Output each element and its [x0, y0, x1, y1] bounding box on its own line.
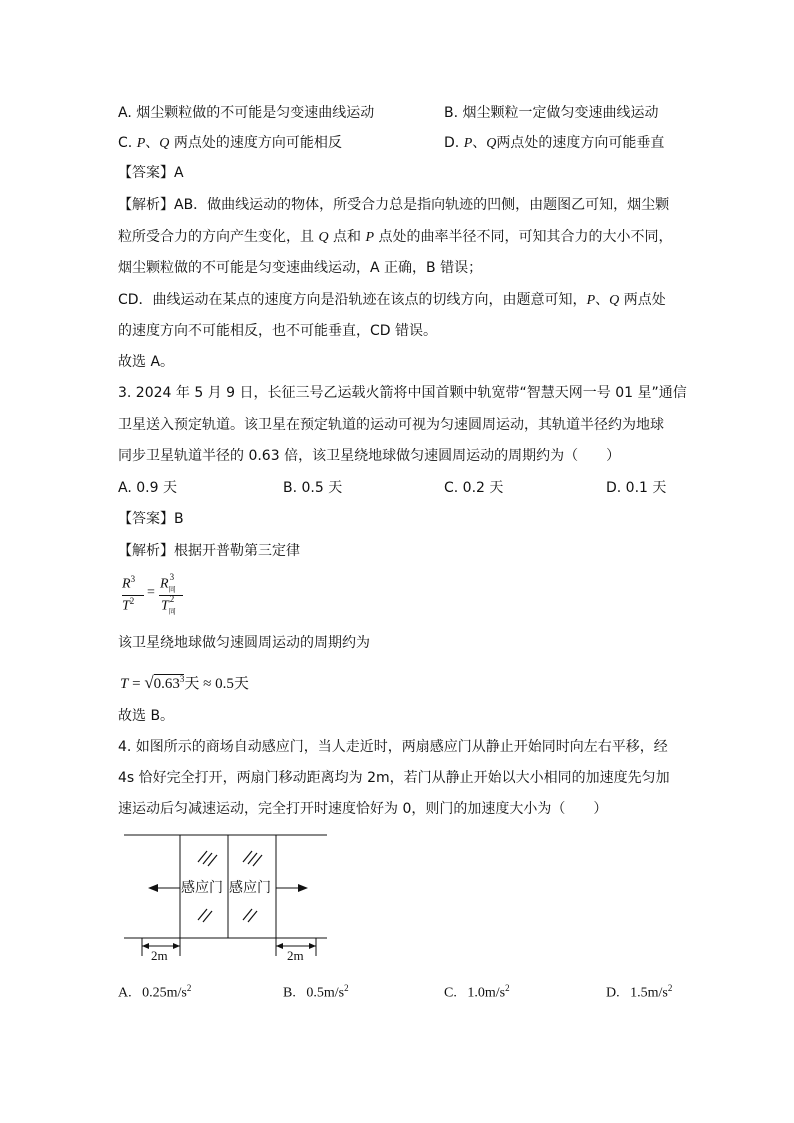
q4-option-d: D. $1.5m/s^2$ — [606, 983, 673, 1001]
q3-option-b: B. 0.5 天 — [283, 480, 343, 496]
q2-explanation-line: 粒所受合力的方向产生变化，且 Q 点和 P 点处的曲率半径不同，可知其合力的大小不同， — [118, 229, 673, 245]
q4-stem-line: 4. 如图所示的商场自动感应门，当人走近时，两扇感应门从静止开始同时向左右平移，经 — [118, 739, 668, 755]
q3-answer: 【答案】B — [118, 511, 184, 527]
q2-explanation-line: CD．曲线运动在某点的速度方向是沿轨迹在该点的切线方向，由题意可知，P、Q 两点处 — [118, 292, 666, 308]
q2-conclusion: 故选 A。 — [118, 354, 175, 370]
q4-option-c: C. $1.0m/s^2$ — [444, 983, 510, 1001]
q4-stem-line: 速运动后匀减速运动，完全打开时速度恰好为 0，则门的加速度大小为（ ） — [118, 801, 608, 817]
q3-stem-line: 3. 2024 年 5 月 9 日，长征三号乙运载火箭将中国首颗中轨宽带“智慧天网一号 01 星”通信 — [118, 385, 687, 401]
q3-explanation-line: 【解析】根据开普勒第三定律 — [118, 543, 300, 559]
dimension-left: 2m — [151, 948, 168, 963]
q3-option-c: C. 0.2 天 — [444, 480, 504, 496]
q2-option-b: B. 烟尘颗粒一定做匀变速曲线运动 — [444, 105, 659, 121]
q2-explanation-line: 【解析】AB．做曲线运动的物体，所受合力总是指向轨迹的凹侧，由题图乙可知，烟尘颗 — [118, 197, 670, 213]
q4-option-a: A. $0.25m/s^2$ — [118, 983, 192, 1001]
door-label-left: 感应门 — [181, 880, 223, 896]
q4-stem-line: 4s 恰好完全打开，两扇门移动距离均为 2m，若门从静止开始以大小相同的加速度先匀加 — [118, 770, 670, 786]
q2-explanation-line: 的速度方向不可能相反，也不可能垂直，CD 错误。 — [118, 323, 438, 339]
q3-option-a: A. 0.9 天 — [118, 480, 177, 496]
q3-explanation-line: 该卫星绕地球做匀速圆周运动的周期约为 — [118, 635, 370, 651]
q2-option-d: D. P、Q两点处的速度方向可能垂直 — [444, 135, 665, 151]
q3-stem-line: 同步卫星轨道半径的 0.63 倍，该卫星绕地球做匀速圆周运动的周期约为（ ） — [118, 448, 621, 464]
kepler-formula: $R^3$ $T^2$ = $R_同^3$ $T_同^2$ — [122, 574, 184, 618]
q2-explanation-line: 烟尘颗粒做的不可能是匀变速曲线运动，A 正确，B 错误； — [118, 260, 483, 276]
q3-stem-line: 卫星送入预定轨道。该卫星在预定轨道的运动可视为匀速圆周运动，其轨道半径约为地球 — [118, 417, 664, 433]
q3-option-d: D. 0.1 天 — [606, 480, 667, 496]
q3-conclusion: 故选 B。 — [118, 708, 175, 724]
door-label-right: 感应门 — [229, 880, 271, 896]
q2-answer: 【答案】A — [118, 165, 184, 181]
sensor-door-figure — [118, 828, 333, 972]
q2-option-a: A. 烟尘颗粒做的不可能是匀变速曲线运动 — [118, 105, 375, 121]
period-formula: $T = √0.63^3$天 ≈ 0.5天 — [120, 673, 249, 692]
dimension-right: 2m — [287, 948, 304, 963]
q2-option-c: C. P、Q 两点处的速度方向可能相反 — [118, 135, 342, 151]
q4-option-b: B. $0.5m/s^2$ — [283, 983, 349, 1001]
